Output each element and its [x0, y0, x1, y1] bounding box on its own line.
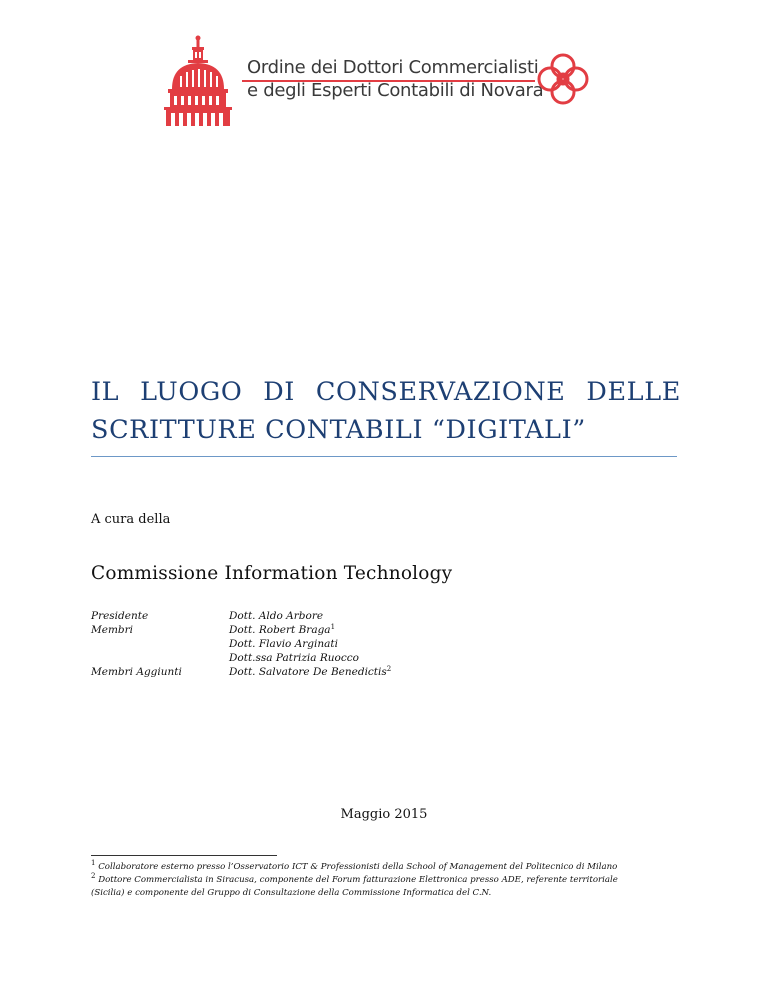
footnotes: [91, 861, 691, 900]
title-underline: [91, 456, 677, 457]
title-line-1: [91, 373, 681, 411]
title-word: IL: [91, 377, 120, 407]
role-presidente: Presidente: [91, 610, 149, 622]
member-name: Dott. Robert Braga$^1$: [229, 623, 336, 636]
member-name: Dott. Flavio Arginati: [229, 638, 338, 650]
seal-logo-icon: [533, 49, 593, 109]
title-word: DELLE: [586, 377, 681, 407]
title-word: LUOGO: [140, 377, 243, 407]
title-word: DI: [263, 377, 295, 407]
role-membri: Membri: [91, 624, 134, 636]
order-logo: [150, 34, 600, 126]
a-cura-della: A cura della: [91, 512, 171, 527]
footnote-separator: [91, 855, 277, 856]
document-title: [91, 373, 681, 449]
footnote: $^1$ Collaboratore esterno presso l’Osservatorio ICT & Professionisti della School of Management del Politecnico di Milano: [91, 859, 618, 872]
title-word: CONSERVAZIONE: [315, 377, 566, 407]
order-name-line1: Ordine dei Dottori Commercialisti: [247, 57, 539, 78]
footnote-ref: 2: [386, 665, 392, 673]
order-name-line2: e degli Esperti Contabili di Novara: [247, 80, 544, 101]
members-column: [229, 609, 391, 679]
footnote-continuation: (Sicilia) e componente del Gruppo di Consultazione della Commissione Informatica del C.N.: [91, 888, 492, 898]
footnote-ref: 1: [330, 623, 336, 631]
commission-name: Commissione Information Technology: [91, 563, 453, 584]
document-date: Maggio 2015: [340, 807, 428, 822]
footnote: $^2$ Dottore Commercialista in Siracusa, componente del Forum fatturazione Elettronica presso ADE, referente territoriale: [91, 872, 618, 885]
member-name: Dott. Salvatore De Benedictis$^2$: [229, 665, 392, 678]
dome-logo-icon: [158, 34, 238, 126]
member-name: Dott.ssa Patrizia Ruocco: [229, 652, 359, 664]
role-membri-aggiunti: Membri Aggiunti: [91, 666, 182, 678]
order-name: [247, 56, 543, 102]
title-line-2: SCRITTURE CONTABILI “DIGITALI”: [91, 415, 586, 445]
roles-column: [91, 609, 182, 679]
member-name: Dott. Aldo Arbore: [229, 610, 324, 622]
